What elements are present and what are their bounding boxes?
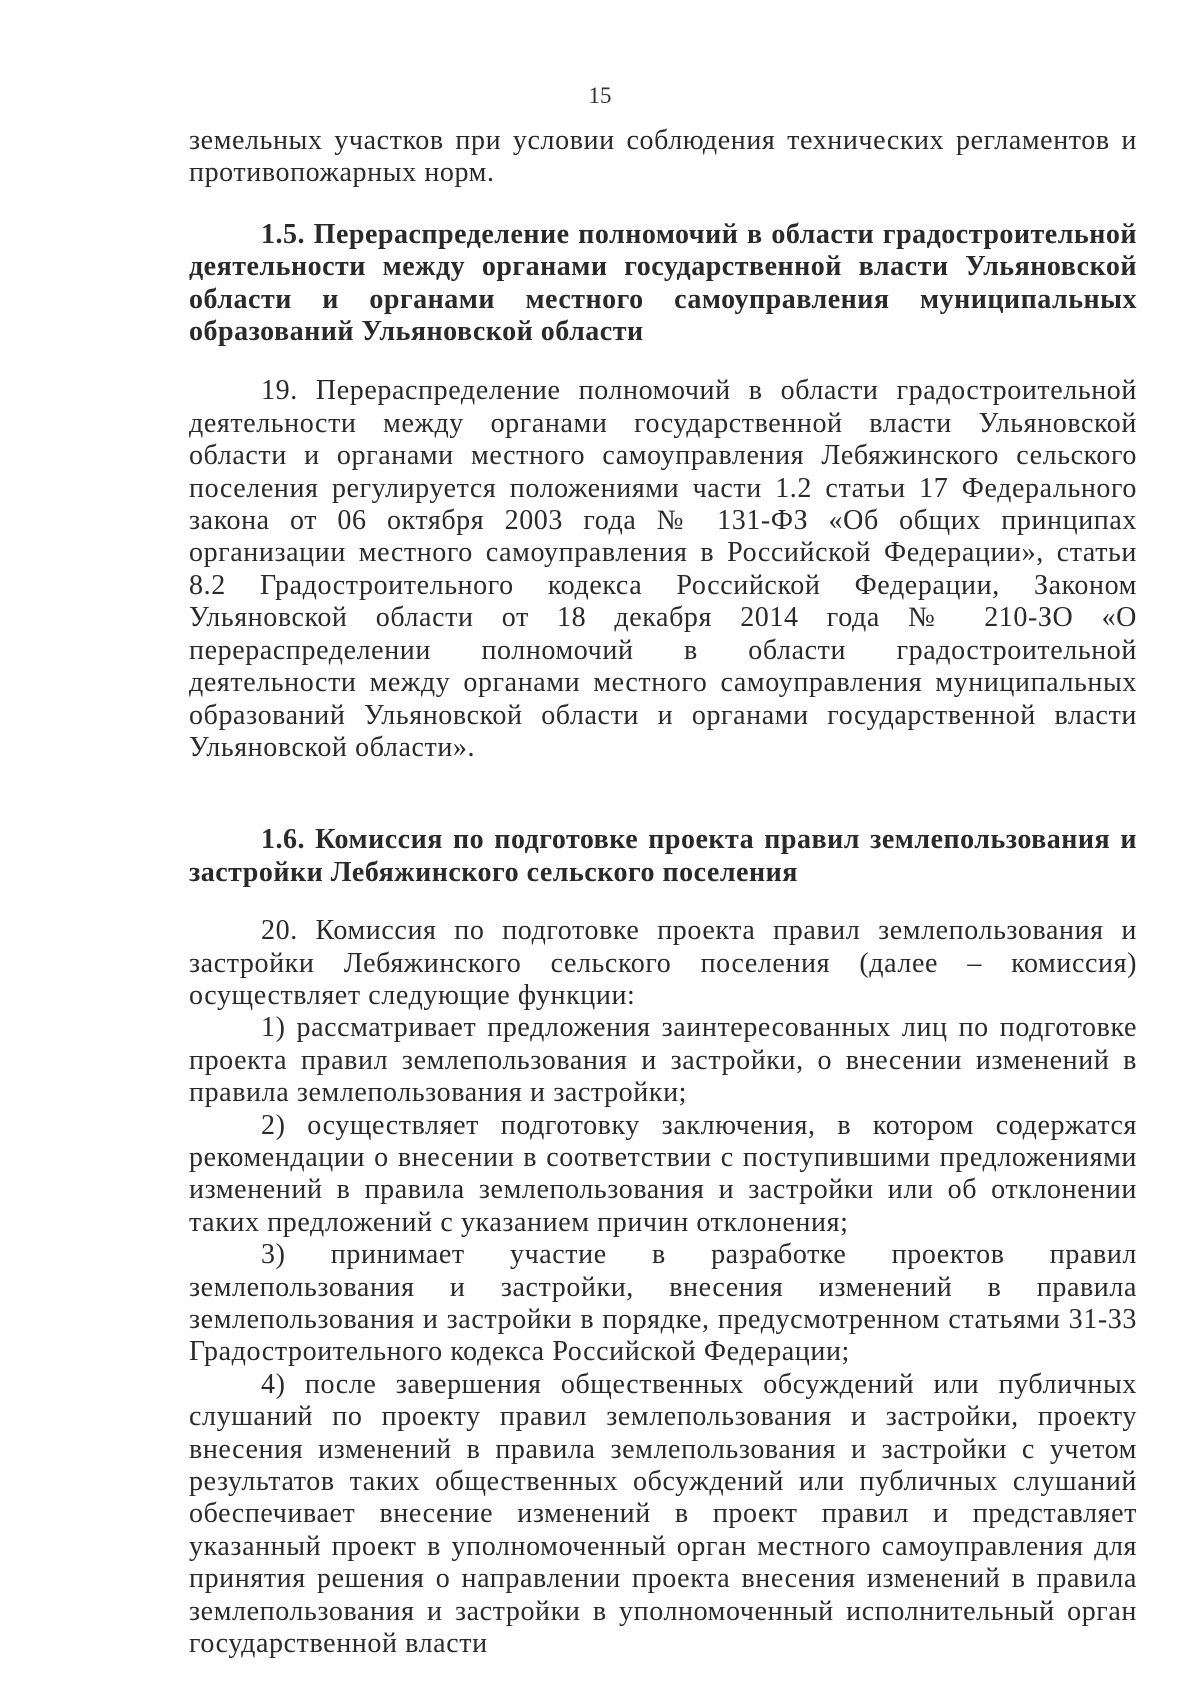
list-item-3: 3) принимает участие в разработке проектов правил землепользования и застройки, внесения изменений в правила землепользования и застройки в порядке, предусмотренном статьями 31-33 Градостроительного кодекса Российской Федерации;	[189, 1239, 1137, 1368]
section-heading-1-5: 1.5. Перераспределение полномочий в области градостроительной деятельности между органами государственной власти Ульяновской области и органами местного самоуправления муниципальных образований Ульяновской области	[189, 218, 1137, 348]
paragraph-19: 19. Перераспределение полномочий в области градостроительной деятельности между органами государственной власти Ульяновской области и органами местного самоуправления Лебяжинского сельского поселения регулируется положениями части 1.2 статьи 17 Федерального закона от 06 октября 2003 года № 131-ФЗ «Об общих принципах организации местного самоуправления в Российской Федерации», статьи 8.2 Градостроительного кодекса Российской Федерации, Законом Ульяновской области от 18 декабря 2014 года № 210-ЗО «О перераспределении полномочий в области градостроительной деятельности между органами местного самоуправления муниципальных образований Ульяновской области и органами государственной власти Ульяновской области».	[189, 375, 1137, 763]
list-item-2: 2) осуществляет подготовку заключения, в котором содержатся рекомендации о внесении в соответствии с поступившими предложениями изменений в правила землепользования и застройки или об отклонении таких предложений с указанием причин отклонения;	[189, 1109, 1137, 1238]
page-content	[189, 125, 1137, 1660]
section-heading-1-6: 1.6. Комиссия по подготовке проекта правил землепользования и застройки Лебяжинского сельского поселения	[189, 824, 1137, 888]
page-number: 15	[588, 83, 612, 108]
continuation-paragraph: земельных участков при условии соблюдения технических регламентов и противопожарных норм.	[189, 125, 1137, 189]
list-item-1: 1) рассматривает предложения заинтересованных лиц по подготовке проекта правил землепользования и застройки, о внесении изменений в правила землепользования и застройки;	[189, 1012, 1137, 1109]
list-item-4: 4) после завершения общественных обсуждений или публичных слушаний по проекту правил землепользования и застройки, проекту внесения изменений в правила землепользования и застройки с учетом результатов таких общественных обсуждений или публичных слушаний обеспечивает внесение изменений в проект правил и представляет указанный проект в уполномоченный орган местного самоуправления для принятия решения о направлении проекта внесения изменений в правила землепользования и застройки в уполномоченный исполнительный орган государственной власти	[189, 1368, 1137, 1660]
paragraph-20: 20. Комиссия по подготовке проекта правил землепользования и застройки Лебяжинского сельского поселения (далее – комиссия) осуществляет следующие функции:	[189, 915, 1137, 1011]
